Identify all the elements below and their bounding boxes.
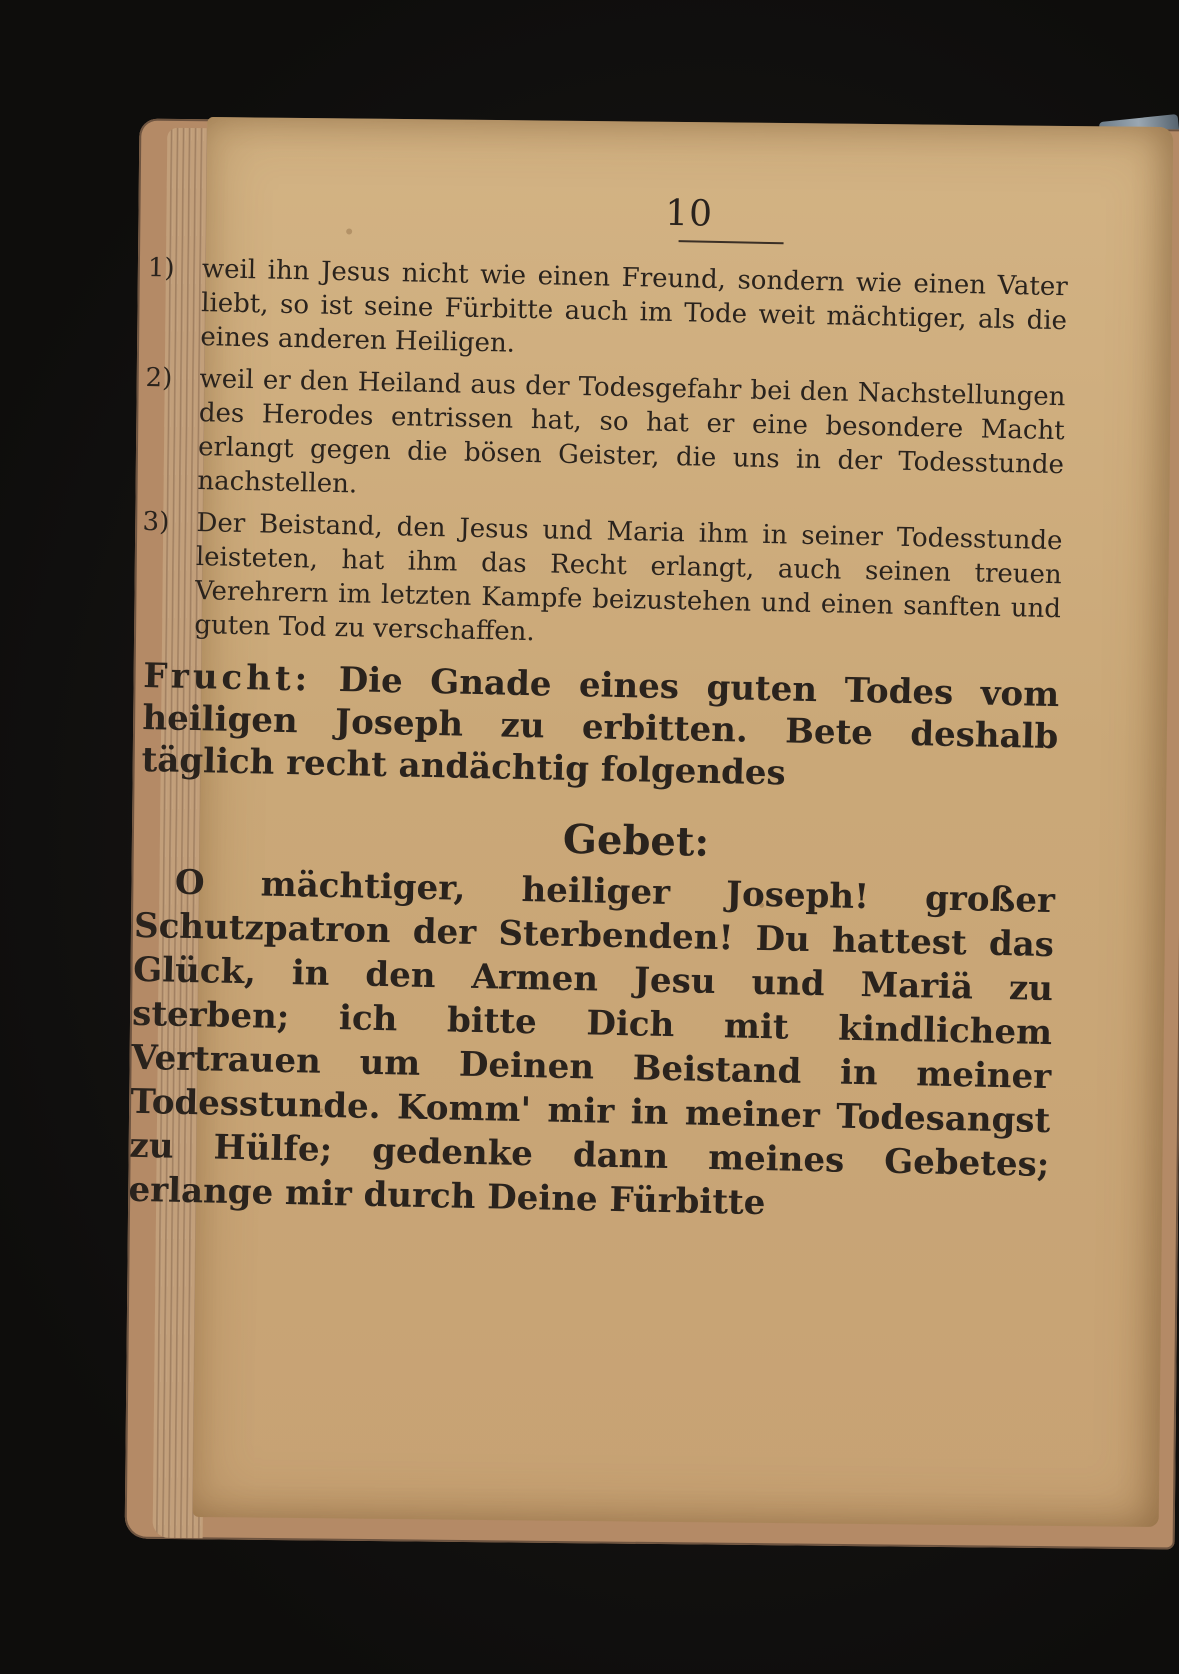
list-item: [143, 361, 1086, 517]
page-number: 10: [664, 192, 714, 235]
prayer-heading: Gebet:: [562, 815, 710, 866]
list-item-number: 3): [142, 506, 170, 538]
list-item-text: Der Beistand, den Jesus und Maria ihm in seiner Todesstunde leisteten, hat ihm das Recht erlangt, auch seinen treuen Verehrern im letzten Kampfe beizustehen und einen sanften und guten Tod zu verschaffen.: [194, 508, 1063, 648]
page-text-block: [128, 168, 1090, 1231]
list-item-number: 2): [145, 362, 173, 394]
reasons-list: [140, 251, 1088, 661]
list-item-text: weil er den Heiland aus der Todesgefahr bei den Nachstellungen des Herodes entrissen hat, so hat er eine besondere Macht erlangt gegen die bösen Geister, die uns in der Todesstunde nachstellen.: [197, 364, 1066, 500]
fruit-text: Die Gnade eines guten Todes vom heiligen Joseph zu erbitten. Bete deshalb täglich recht andächtig folgendes: [141, 660, 1060, 794]
list-item-number: 1): [147, 252, 175, 284]
list-item: [140, 505, 1083, 661]
page-number-rule: [679, 240, 784, 244]
prayer-text: O mächtiger, heiliger Joseph! großer Schutzpatron der Sterbenden! Du hattest das Glück, in den Armen Jesu und Mariä zu sterben; ich bitte Dich mit kindlichem Vertrauen um Deinen Beistand in meiner Todesstunde. Komm' mir in meiner Todesangst zu Hülfe; gedenke dann meines Gebetes; erlange mir durch Deine Fürbitte: [128, 862, 1056, 1224]
fruit-label: Frucht:: [142, 655, 312, 700]
list-item: [146, 251, 1088, 373]
fruit-paragraph: [141, 655, 1059, 800]
list-item-text: weil ihn Jesus nicht wie einen Freund, sondern wie einen Vater liebt, so ist seine Fürbitte auch im Tode weit mächtiger, als die eines anderen Heiligen.: [200, 254, 1069, 359]
